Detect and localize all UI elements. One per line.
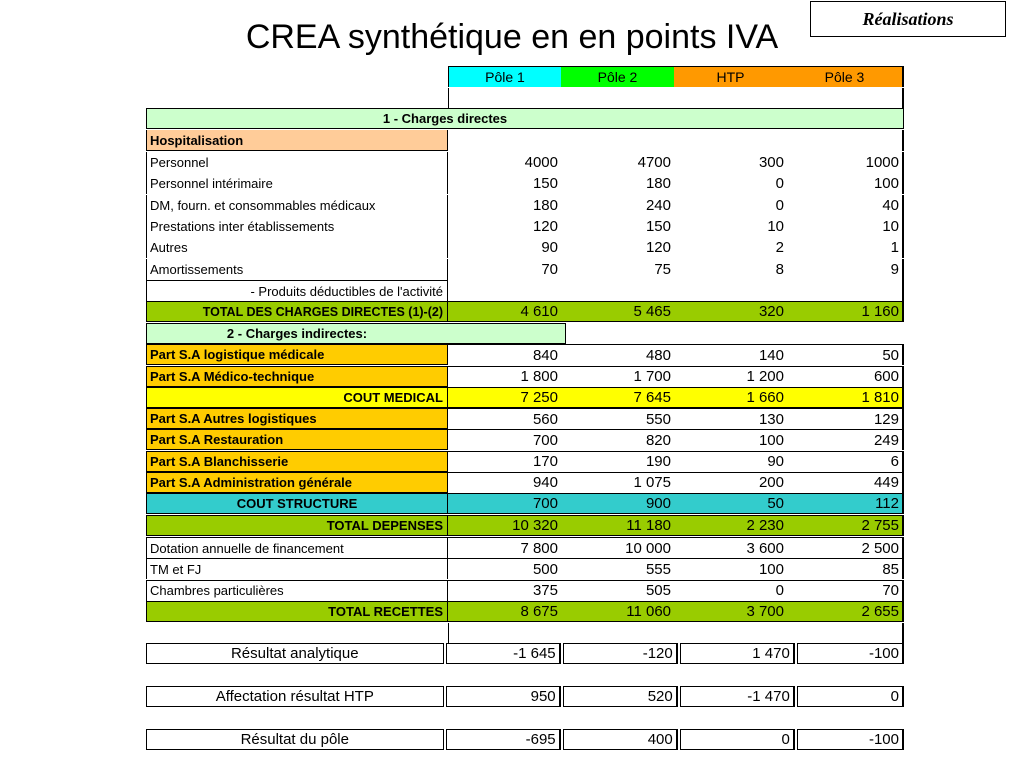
section-title: 2 - Charges indirectes: [146,323,566,344]
value-cell: 120 [645,239,671,257]
value-cell: 150 [532,175,558,193]
value-cell: 505 [561,580,674,601]
value-cell: 4000 [524,154,558,171]
value-cell: 140 [674,344,787,365]
table-row [146,537,904,558]
value-cell: 449 [787,472,904,493]
row-label: Part S.A Blanchisserie [146,451,448,472]
value-cell: 700 [448,493,561,514]
value-cell: 0 [775,196,784,214]
row-label: Part S.A Médico-technique [146,366,448,387]
spacer [146,88,448,109]
value-cell: 375 [448,580,561,601]
value-cell: 2 [775,239,784,257]
value-cell: 4700 [637,154,671,171]
produits-row [146,280,904,301]
row-label: COUT MEDICAL [146,387,448,408]
affectation-row [146,686,904,707]
value-cell: 300 [758,154,784,171]
value-cell: 900 [561,493,674,514]
resultat-analytique-row [146,643,904,664]
value-cell: 0 [775,175,784,193]
result-value: -1 645 [446,643,561,664]
row-label: TOTAL RECETTES [146,601,448,622]
cout-medical-row [146,387,904,408]
value-cell: 2 655 [787,601,904,622]
value-cell: 120 [532,217,558,235]
table-row [146,408,904,429]
realisations-badge: Réalisations [810,1,1006,37]
table-row [146,237,904,258]
category-label: Hospitalisation [146,130,448,151]
value-cell: 180 [645,175,671,193]
row-label: Part S.A Restauration [146,429,448,450]
value-cell: 3 700 [674,601,787,622]
value-cell: 1 800 [448,366,561,387]
table-row [146,451,904,472]
row-label: DM, fourn. et consommables médicaux [146,195,448,216]
result-value: -695 [446,729,561,750]
value-cell: 10 [787,216,904,237]
result-value: 400 [563,729,678,750]
table-row [146,366,904,387]
value-cell: 1 075 [561,472,674,493]
value-cell: 4 610 [448,301,561,322]
value-cell: 820 [561,429,674,450]
result-value: -100 [797,729,904,750]
value-cell: 190 [561,451,674,472]
value-cell: 1 810 [787,387,904,408]
column-header: Pôle 2 [561,66,674,87]
value-cell: 100 [674,558,787,579]
value-cell: 320 [674,301,787,322]
value-cell: 90 [674,451,787,472]
section-charges-indirectes [146,323,904,344]
value-cell: 100 [787,173,904,194]
value-cell: 700 [448,429,561,450]
result-value: 0 [797,686,904,707]
value-cell: 7 645 [561,387,674,408]
value-cell: 600 [787,366,904,387]
row-label: TOTAL DEPENSES [146,515,448,536]
value-cell: 11 180 [561,515,674,536]
value-cell: 85 [787,558,904,579]
value-cell: 200 [674,472,787,493]
result-label: Résultat analytique [146,643,444,664]
row-label: Dotation annuelle de financement [146,537,448,558]
value-cell: 130 [674,408,787,429]
value-cell: 1 700 [561,366,674,387]
value-cell: 555 [561,558,674,579]
row-label: COUT STRUCTURE [146,493,448,514]
value-cell: 500 [448,558,561,579]
value-cell: 8 675 [448,601,561,622]
row-label: Chambres particulières [146,580,448,601]
row-label: Personnel [146,152,448,173]
value-cell: 1 660 [674,387,787,408]
value-cell: 0 [674,580,787,601]
value-cell: 10 [767,217,784,235]
column-header: Pôle 1 [448,66,561,87]
value-cell: 2 500 [787,537,904,558]
value-cell: 8 [775,260,784,278]
value-cell: 6 [787,451,904,472]
value-cell: 1 160 [787,301,904,322]
result-value: -1 470 [680,686,795,707]
value-cell: 40 [787,195,904,216]
result-value: 0 [680,729,795,750]
table-row [146,259,904,280]
value-cell: 50 [787,344,904,365]
row-label: Amortissements [146,259,448,280]
value-cell: 5 465 [561,301,674,322]
blank-cell [448,623,904,644]
value-cell: 7 800 [448,537,561,558]
result-label: Résultat du pôle [146,729,444,750]
row-label: TM et FJ [146,558,448,579]
result-label: Affectation résultat HTP [146,686,444,707]
value-cell: 2 755 [787,515,904,536]
value-cell: 249 [787,429,904,450]
value-cell: 1000 [787,152,904,173]
blank-cell [448,130,904,151]
table-row [146,216,904,237]
row-label: Prestations inter établissements [146,216,448,237]
column-header: Pôle 3 [787,66,904,87]
value-cell: 75 [654,260,671,278]
row-label: Autres [146,237,448,258]
value-cell: 90 [541,239,558,257]
result-value: 1 470 [680,643,795,664]
value-cell: 240 [645,196,671,214]
value-cell: 840 [448,344,561,365]
value-cell: 70 [541,260,558,278]
value-cell: 10 320 [448,515,561,536]
row-label: Personnel intérimaire [146,173,448,194]
result-value: 950 [446,686,561,707]
table-row [146,344,904,365]
row-label: Part S.A Autres logistiques [146,408,448,429]
resultat-pole-row [146,729,904,750]
header-row [146,66,904,87]
value-cell: 129 [787,408,904,429]
blank-cell [448,88,904,108]
section-title: 1 - Charges directes [146,108,904,129]
value-cell: 50 [674,493,787,514]
page-title: CREA synthétique en en points IVA [245,18,779,56]
column-header: HTP [674,66,787,87]
spacer [146,623,448,644]
section-charges-directes [146,108,904,129]
value-cell: 70 [787,580,904,601]
value-cell: 10 000 [561,537,674,558]
value-cell: 940 [448,472,561,493]
result-value: 520 [563,686,678,707]
value-cell: 150 [645,217,671,235]
table-row [146,429,904,450]
hospitalisation-row [146,130,904,151]
blank-cell [448,280,904,301]
value-cell: 1 200 [674,366,787,387]
row-label: Part S.A Administration générale [146,472,448,493]
total-depenses-row [146,515,904,536]
value-cell: 9 [787,259,904,280]
blank-row [146,88,904,109]
value-cell: 11 060 [561,601,674,622]
value-cell: 180 [532,196,558,214]
blank-row [146,623,904,644]
table-row [146,580,904,601]
table-row [146,173,904,194]
value-cell: 550 [561,408,674,429]
value-cell: 1 [787,237,904,258]
cout-structure-row [146,493,904,514]
table-row [146,472,904,493]
total-direct-row [146,301,904,322]
total-recettes-row [146,601,904,622]
table-row [146,195,904,216]
row-label: - Produits déductibles de l'activité [146,280,448,301]
value-cell: 170 [448,451,561,472]
row-label: Part S.A logistique médicale [146,344,448,365]
value-cell: 3 600 [674,537,787,558]
result-value: -120 [563,643,678,664]
value-cell: 112 [787,493,904,514]
value-cell: 480 [561,344,674,365]
total-label: TOTAL DES CHARGES DIRECTES (1)-(2) [146,301,448,322]
result-value: -100 [797,643,904,664]
table-row [146,152,904,173]
value-cell: 100 [674,429,787,450]
value-cell: 560 [448,408,561,429]
table-row [146,558,904,579]
value-cell: 2 230 [674,515,787,536]
value-cell: 7 250 [448,387,561,408]
header-spacer [146,66,448,87]
